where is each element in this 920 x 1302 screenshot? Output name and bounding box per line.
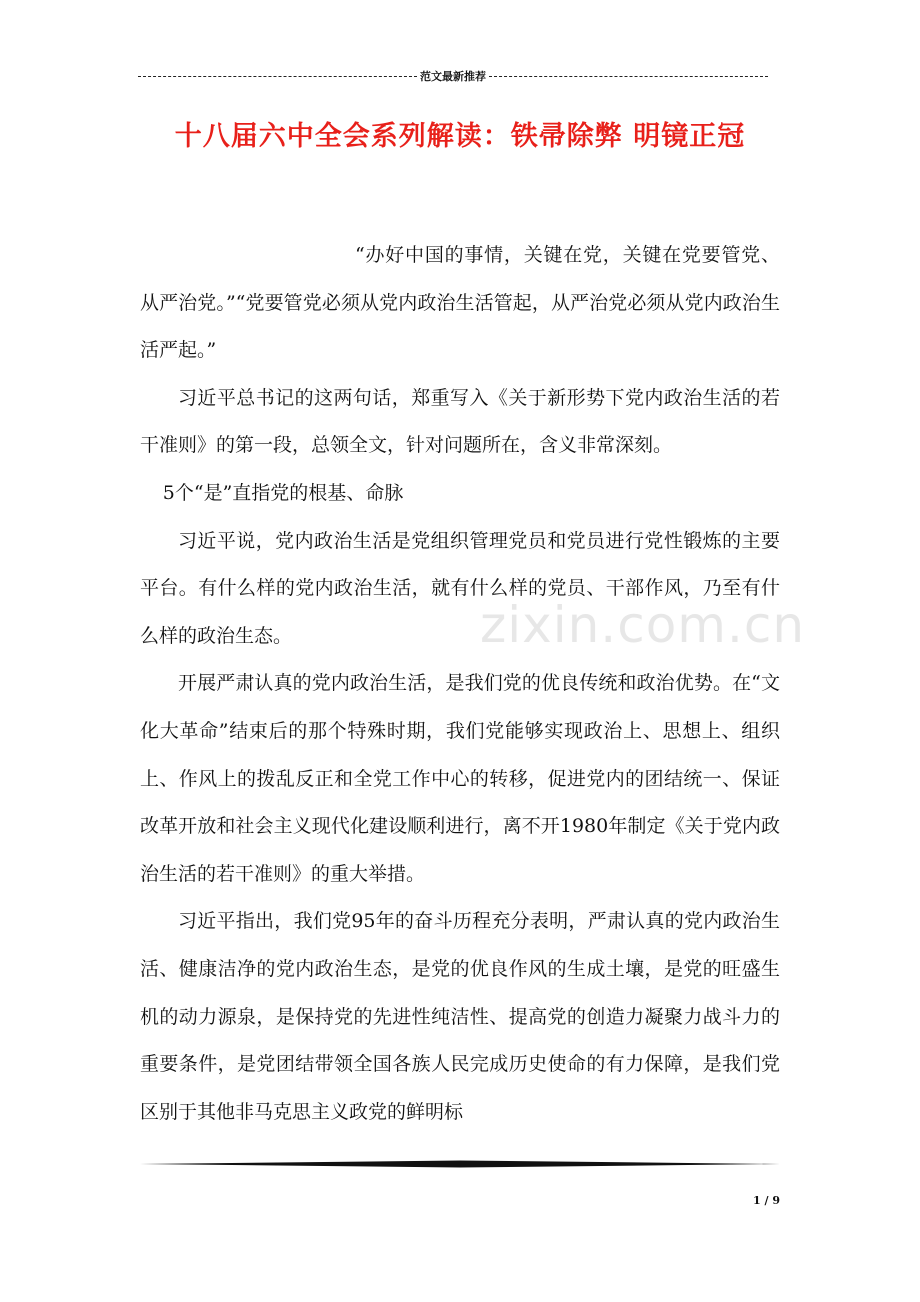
- header-dash-right: [489, 76, 768, 77]
- document-body: [140, 232, 780, 1136]
- watermark: zixin.com.cn: [480, 596, 806, 654]
- document-title: 十八届六中全会系列解读：铁帚除弊 明镜正冠: [174, 121, 746, 152]
- footer-rule-shape: [140, 1161, 780, 1168]
- section-subheading: 5个“是”直指党的根基、命脉: [162, 481, 404, 504]
- paragraph: 开展严肃认真的党内政治生活，是我们党的优良传统和政治优势。在“文化大革命”结束后的那个特殊时期，我们党能够实现政治上、思想上、组织上、作风上的拨乱反正和全党工作中心的转移，促进党内的团结统一、保证改革开放和社会主义现代化建设顺利进行，离不开1980年制定《关于党内政治生活的若干准则》的重大举措。: [140, 672, 780, 885]
- footer-rule: [140, 1160, 780, 1168]
- paragraph: 习近平指出，我们党95年的奋斗历程充分表明，严肃认真的党内政治生活、健康洁净的党内政治生态，是党的优良作风的生成土壤，是党的旺盛生机的动力源泉，是保持党的先进性纯洁性、提高党的创造力凝聚力战斗力的重要条件，是党团结带领全国各族人民完成历史使命的有力保障，是我们党区别于其他非马克思主义政党的鲜明标: [140, 910, 780, 1123]
- page-number: 1 / 9: [753, 1194, 780, 1207]
- paragraph: 习近平说，党内政治生活是党组织管理党员和党员进行党性锻炼的主要平台。有什么样的党内政治生活，就有什么样的党员、干部作风，乃至有什么样的政治生态。: [140, 529, 780, 647]
- page-header: [138, 66, 768, 86]
- paragraph: 习近平总书记的这两句话，郑重写入《关于新形势下党内政治生活的若干准则》的第一段，总领全文，针对问题所在，含义非常深刻。: [140, 386, 780, 457]
- header-label: 范文最新推荐: [420, 70, 486, 83]
- header-dash-left: [138, 76, 417, 77]
- paragraph-quote: “办好中国的事情，关键在党，关键在党要管党、从严治党。”“党要管党必须从党内政治生活管起，从严治党必须从党内政治生活严起。”: [140, 244, 780, 362]
